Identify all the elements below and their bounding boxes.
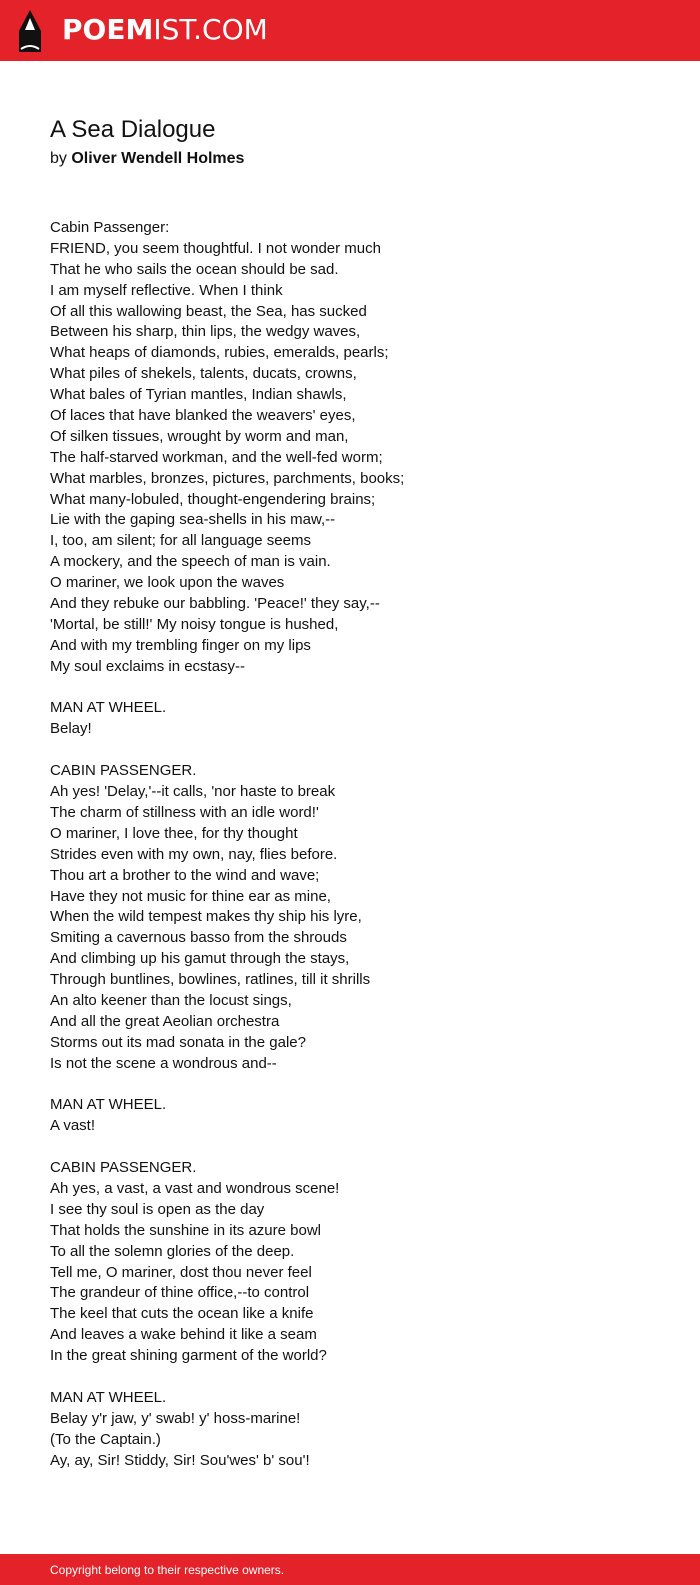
poem-line: And leaves a wake behind it like a seam — [50, 1326, 317, 1344]
poem-line: Of all this wallowing beast, the Sea, has sucked — [50, 302, 367, 320]
poem-line: Ah yes, a vast, a vast and wondrous scene! — [50, 1179, 340, 1197]
poem-line: FRIEND, you seem thoughtful. I not wonder much — [50, 239, 381, 257]
poem-line: Of laces that have blanked the weavers' eyes, — [50, 407, 356, 425]
poem-line: Have they not music for thine ear as mine, — [50, 887, 331, 905]
poem-line: A vast! — [50, 1117, 96, 1135]
poem-line: The half-starved workman, and the well-fed worm; — [50, 448, 383, 466]
poem-line: What piles of shekels, talents, ducats, crowns, — [50, 365, 357, 383]
poem-line: Belay! — [50, 720, 92, 738]
poem-line: Of silken tissues, wrought by worm and man, — [50, 427, 349, 445]
poem-line: When the wild tempest makes thy ship his lyre, — [50, 908, 362, 926]
poem-line: I see thy soul is open as the day — [50, 1200, 265, 1218]
brand-bold-text: POEM — [62, 13, 154, 46]
poem-line: Belay y'r jaw, y' swab! y' hoss-marine! — [50, 1409, 301, 1427]
poem-line: O mariner, I love thee, for thy thought — [50, 824, 298, 842]
poem-line: MAN AT WHEEL. — [50, 1388, 167, 1406]
poem-line: Ay, ay, Sir! Stiddy, Sir! Sou'wes' b' sou'! — [50, 1451, 310, 1469]
stanza-break — [50, 1075, 670, 1096]
poem-line: My soul exclaims in ecstasy-- — [50, 657, 246, 675]
poem-title: A Sea Dialogue — [50, 116, 216, 143]
poem-line: The grandeur of thine office,--to control — [50, 1284, 310, 1302]
poem-line: Cabin Passenger: — [50, 219, 170, 236]
site-header — [0, 0, 700, 61]
poem-line: Is not the scene a wondrous and-- — [50, 1054, 277, 1072]
stanza-break — [50, 740, 670, 761]
stanza-break — [50, 1137, 670, 1158]
poem-line: And all the great Aeolian orchestra — [50, 1012, 280, 1030]
poem-line: What many-lobuled, thought-engendering brains; — [50, 490, 376, 508]
poem-line: What marbles, bronzes, pictures, parchments, books; — [50, 469, 405, 487]
poem-line: And climbing up his gamut through the stays, — [50, 950, 350, 968]
poem-line: CABIN PASSENGER. — [50, 1159, 197, 1177]
poem-line: What bales of Tyrian mantles, Indian shawls, — [50, 386, 347, 404]
poem-line: And with my trembling finger on my lips — [50, 636, 311, 654]
poem-line: Tell me, O mariner, dost thou never feel — [50, 1263, 312, 1281]
pencil-icon[interactable] — [17, 9, 43, 53]
brand-light-text: IST.COM — [153, 13, 268, 46]
poem-line: Through buntlines, bowlines, ratlines, till it shrills — [50, 971, 371, 989]
poem-line: Lie with the gaping sea-shells in his maw,-- — [50, 511, 336, 529]
site-footer — [0, 1554, 700, 1585]
poem-line: MAN AT WHEEL. — [50, 1096, 167, 1114]
poem-line: Storms out its mad sonata in the gale? — [50, 1033, 306, 1051]
poem-line: 'Mortal, be still!' My noisy tongue is hushed, — [50, 615, 339, 633]
poem-line: CABIN PASSENGER. — [50, 762, 197, 780]
poem-line: The charm of stillness with an idle word!' — [50, 803, 319, 821]
poem-line: In the great shining garment of the world? — [50, 1347, 327, 1365]
poem-line: I, too, am silent; for all language seems — [50, 532, 311, 550]
stanza-break — [50, 678, 670, 699]
poem-line: To all the solemn glories of the deep. — [50, 1242, 295, 1260]
copyright-text: Copyright belong to their respective owners. — [50, 1563, 285, 1577]
stanza-break — [50, 1367, 670, 1388]
poem-line: Ah yes! 'Delay,'--it calls, 'nor haste to break — [50, 783, 336, 801]
poem-body — [50, 218, 670, 1471]
poem-line: That holds the sunshine in its azure bowl — [50, 1221, 321, 1239]
by-label: by — [50, 150, 67, 167]
poem-line: I am myself reflective. When I think — [50, 281, 283, 299]
poem-line: That he who sails the ocean should be sad. — [50, 260, 339, 278]
poem-line: Strides even with my own, nay, flies before. — [50, 845, 338, 863]
poem-line: MAN AT WHEEL. — [50, 699, 167, 717]
poem-line: An alto keener than the locust sings, — [50, 991, 292, 1009]
poem-line: Smiting a cavernous basso from the shrouds — [50, 929, 347, 947]
poem-line: And they rebuke our babbling. 'Peace!' they say,-- — [50, 595, 380, 613]
author-name[interactable]: Oliver Wendell Holmes — [71, 150, 245, 167]
poem-line: Between his sharp, thin lips, the wedgy waves, — [50, 323, 361, 341]
poem-line: What heaps of diamonds, rubies, emeralds, pearls; — [50, 344, 389, 362]
poem-line: O mariner, we look upon the waves — [50, 574, 285, 592]
byline — [50, 148, 244, 170]
poem-line: (To the Captain.) — [50, 1430, 161, 1448]
poem-line: The keel that cuts the ocean like a knife — [50, 1305, 314, 1323]
poem-line: A mockery, and the speech of man is vain. — [50, 553, 331, 571]
site-logo-link[interactable] — [62, 12, 268, 48]
poem-line: Thou art a brother to the wind and wave; — [50, 866, 320, 884]
